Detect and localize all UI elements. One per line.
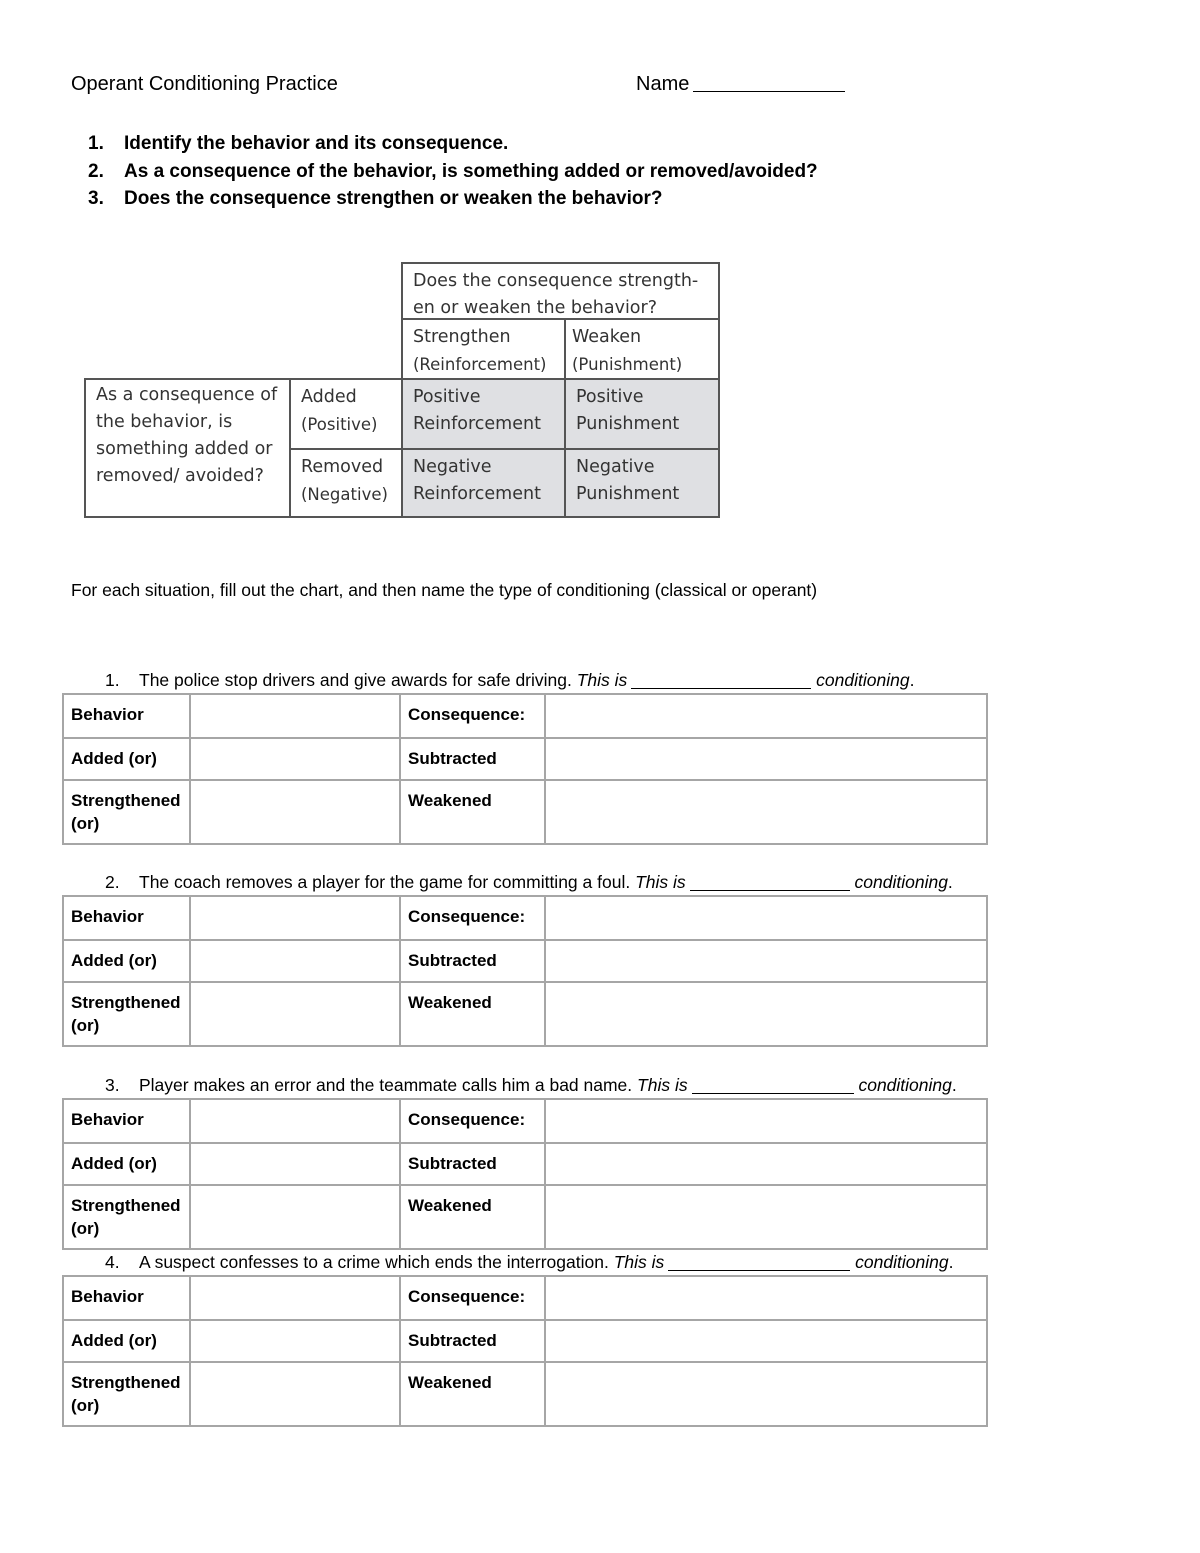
added-label: Added (or) bbox=[63, 738, 190, 780]
weaken-sub: (Punishment) bbox=[572, 355, 683, 374]
consequence-input[interactable] bbox=[545, 1276, 987, 1320]
period: . bbox=[951, 1075, 957, 1095]
this-is-label: This is bbox=[637, 1075, 688, 1095]
strengthened-label: Strengthened (or) bbox=[63, 1185, 190, 1249]
situation-text: The coach removes a player for the game for committing a foul. bbox=[139, 872, 631, 892]
weakened-input[interactable] bbox=[545, 780, 987, 844]
question-item bbox=[88, 185, 818, 213]
behavior-input[interactable] bbox=[190, 1099, 400, 1143]
consequence-label: Consequence: bbox=[400, 896, 545, 940]
conditioning-label: conditioning bbox=[858, 1075, 952, 1095]
question-text: As a consequence of the behavior, is something added or removed/avoided? bbox=[124, 160, 818, 182]
reference-chart bbox=[84, 262, 720, 518]
situation-number: 2. bbox=[105, 872, 120, 892]
behavior-label: Behavior bbox=[63, 1276, 190, 1320]
chart-removed-header bbox=[289, 448, 403, 518]
situation-table bbox=[62, 693, 988, 845]
removed-sub: (Negative) bbox=[301, 485, 388, 504]
behavior-input[interactable] bbox=[190, 694, 400, 738]
subtracted-label: Subtracted bbox=[400, 1143, 545, 1185]
situation-number: 1. bbox=[105, 670, 120, 690]
consequence-label: Consequence: bbox=[400, 1099, 545, 1143]
strengthen-label: Strengthen bbox=[413, 327, 511, 347]
situation-table bbox=[62, 895, 988, 1047]
weakened-label: Weakened bbox=[400, 780, 545, 844]
situation-prompt bbox=[105, 872, 953, 893]
strengthened-input[interactable] bbox=[190, 1362, 400, 1426]
situation-text: Player makes an error and the teammate calls him a bad name. bbox=[139, 1075, 633, 1095]
situation-text: A suspect confesses to a crime which ends the interrogation. bbox=[139, 1252, 609, 1272]
behavior-input[interactable] bbox=[190, 1276, 400, 1320]
situation-text: The police stop drivers and give awards for safe driving. bbox=[139, 670, 572, 690]
question-number: 1. bbox=[88, 133, 104, 154]
this-is-label: This is bbox=[635, 872, 686, 892]
subtracted-input[interactable] bbox=[545, 1320, 987, 1362]
situation-table bbox=[62, 1098, 988, 1250]
weakened-label: Weakened bbox=[400, 1185, 545, 1249]
added-input[interactable] bbox=[190, 1143, 400, 1185]
added-input[interactable] bbox=[190, 940, 400, 982]
situation-table bbox=[62, 1275, 988, 1427]
chart-added-header bbox=[289, 378, 403, 450]
behavior-label: Behavior bbox=[63, 896, 190, 940]
cell-positive-reinforcement: Positive Reinforcement bbox=[401, 378, 566, 450]
strengthened-label: Strengthened (or) bbox=[63, 1362, 190, 1426]
cell-positive-punishment: Positive Punishment bbox=[564, 378, 720, 450]
added-sub: (Positive) bbox=[301, 415, 378, 434]
conditioning-blank[interactable] bbox=[668, 1254, 850, 1271]
added-label: Added (or) bbox=[63, 940, 190, 982]
behavior-label: Behavior bbox=[63, 694, 190, 738]
page-title: Operant Conditioning Practice bbox=[71, 73, 338, 95]
conditioning-label: conditioning bbox=[816, 670, 910, 690]
subtracted-input[interactable] bbox=[545, 738, 987, 780]
added-label: Added (or) bbox=[63, 1143, 190, 1185]
situation-number: 4. bbox=[105, 1252, 120, 1272]
subtracted-label: Subtracted bbox=[400, 1320, 545, 1362]
period: . bbox=[948, 1252, 954, 1272]
name-row bbox=[636, 73, 845, 96]
question-text: Identify the behavior and its consequence. bbox=[124, 133, 509, 154]
weakened-input[interactable] bbox=[545, 1185, 987, 1249]
chart-top-header: Does the consequence strength- en or weaken the behavior? bbox=[401, 262, 720, 320]
weakened-label: Weakened bbox=[400, 982, 545, 1046]
question-number: 3. bbox=[88, 188, 104, 209]
subtracted-label: Subtracted bbox=[400, 940, 545, 982]
weaken-label: Weaken bbox=[572, 327, 642, 347]
strengthened-label: Strengthened (or) bbox=[63, 780, 190, 844]
chart-row-header: As a consequence of the behavior, is something added or removed/ avoided? bbox=[84, 378, 291, 518]
consequence-input[interactable] bbox=[545, 694, 987, 738]
consequence-label: Consequence: bbox=[400, 694, 545, 738]
situation-prompt bbox=[105, 670, 914, 691]
name-label: Name bbox=[636, 73, 690, 95]
conditioning-label: conditioning bbox=[854, 872, 948, 892]
strengthened-input[interactable] bbox=[190, 982, 400, 1046]
conditioning-blank[interactable] bbox=[631, 672, 811, 689]
subtracted-input[interactable] bbox=[545, 1143, 987, 1185]
conditioning-label: conditioning bbox=[855, 1252, 949, 1272]
question-item bbox=[88, 130, 818, 158]
cell-negative-reinforcement: Negative Reinforcement bbox=[401, 448, 566, 518]
this-is-label: This is bbox=[613, 1252, 665, 1272]
added-label: Added (or) bbox=[63, 1320, 190, 1362]
question-list bbox=[88, 130, 818, 213]
weakened-input[interactable] bbox=[545, 1362, 987, 1426]
strengthened-input[interactable] bbox=[190, 780, 400, 844]
weakened-input[interactable] bbox=[545, 982, 987, 1046]
added-label: Added bbox=[301, 387, 357, 407]
removed-label: Removed bbox=[301, 457, 384, 477]
chart-strengthen-header bbox=[401, 318, 566, 380]
consequence-label: Consequence: bbox=[400, 1276, 545, 1320]
period: . bbox=[909, 670, 915, 690]
subtracted-label: Subtracted bbox=[400, 738, 545, 780]
chart-weaken-header bbox=[564, 318, 720, 380]
conditioning-blank[interactable] bbox=[692, 1077, 854, 1094]
behavior-input[interactable] bbox=[190, 896, 400, 940]
question-number: 2. bbox=[88, 160, 104, 182]
consequence-input[interactable] bbox=[545, 1099, 987, 1143]
consequence-input[interactable] bbox=[545, 896, 987, 940]
strengthened-label: Strengthened (or) bbox=[63, 982, 190, 1046]
behavior-label: Behavior bbox=[63, 1099, 190, 1143]
subtracted-input[interactable] bbox=[545, 940, 987, 982]
weakened-label: Weakened bbox=[400, 1362, 545, 1426]
added-input[interactable] bbox=[190, 1320, 400, 1362]
period: . bbox=[947, 872, 953, 892]
situation-prompt bbox=[105, 1075, 957, 1096]
name-blank[interactable] bbox=[693, 73, 845, 92]
strengthen-sub: (Reinforcement) bbox=[413, 355, 547, 374]
question-text: Does the consequence strengthen or weaken the behavior? bbox=[124, 188, 663, 209]
situation-prompt bbox=[105, 1252, 953, 1273]
situation-number: 3. bbox=[105, 1075, 120, 1095]
this-is-label: This is bbox=[576, 670, 628, 690]
added-input[interactable] bbox=[190, 738, 400, 780]
cell-negative-punishment: Negative Punishment bbox=[564, 448, 720, 518]
conditioning-blank[interactable] bbox=[690, 874, 850, 891]
strengthened-input[interactable] bbox=[190, 1185, 400, 1249]
instructions: For each situation, fill out the chart, and then name the type of conditioning (classical or operant) bbox=[71, 580, 818, 600]
question-item bbox=[88, 158, 818, 186]
